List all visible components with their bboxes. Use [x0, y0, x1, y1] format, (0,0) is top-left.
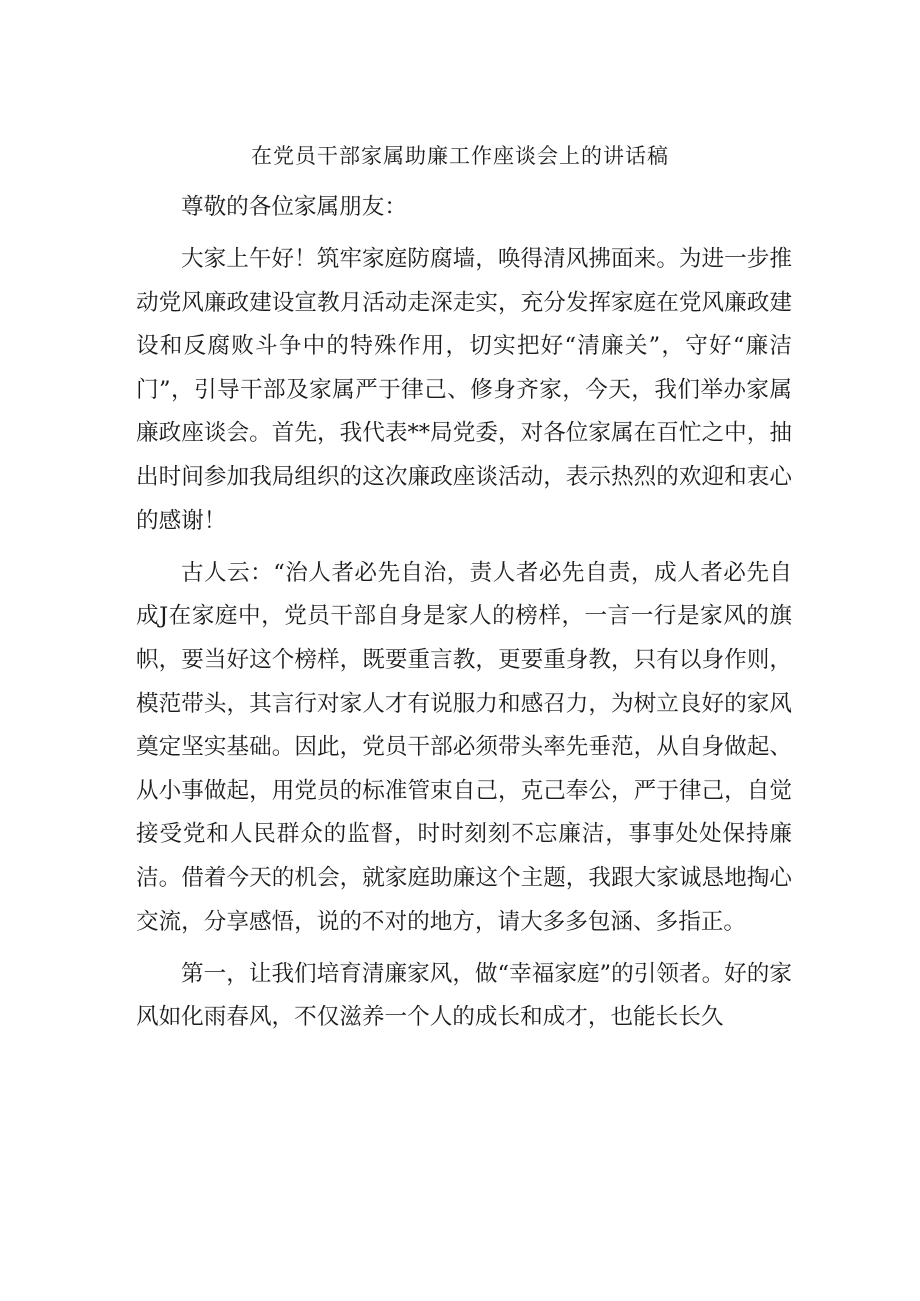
- salutation-paragraph: 尊敬的各位家属朋友：: [181, 194, 407, 220]
- document-title: 在党员干部家属助廉工作座谈会上的讲话稿: [251, 144, 669, 168]
- first-point-paragraph: 第一，让我们培育清廉家风，做“幸福家庭”的引领者。好的家风如化雨春风，不仅滋养一个人的成长和成才，也能长长久: [136, 960, 792, 1031]
- quote-paragraph: 古人云：“治人者必先自治，责人者必先自责，成人者必先自成J在家庭中，党员干部自身是家人的榜样，一言一行是家风的旗帜，要当好这个榜样，既要重言教，更要重身教，只有以身作则，模范带头，其言行对家人才有说服力和感召力，为树立良好的家风奠定坚实基础。因此，党员干部必须带头率先垂范，从自身做起、从小事做起，用党员的标准管束自己，克己奉公，严于律己，自觉接受党和人民群众的监督，时时刻刻不忘廉洁，事事处处保持廉洁。借着今天的机会，就家庭助廉这个主题，我跟大家诚恳地掏心交流，分享感悟，说的不对的地方，请大多多包涵、多指正。: [136, 559, 792, 935]
- greeting-paragraph: 大家上午好！筑牢家庭防腐墙，唤得清风拂面来。为进一步推动党风廉政建设宣教月活动走深走实，充分发挥家庭在党风廉政建设和反腐败斗争中的特殊作用，切实把好“清廉关”，守好“廉洁门”，引导干部及家属严于律己、修身齐家，今天，我们举办家属廉政座谈会。首先，我代表**局党委，对各位家属在百忙之中，抽出时间参加我局组织的这次廉政座谈活动，表示热烈的欢迎和衷心的感谢！: [136, 246, 792, 534]
- document-body: [136, 186, 792, 1048]
